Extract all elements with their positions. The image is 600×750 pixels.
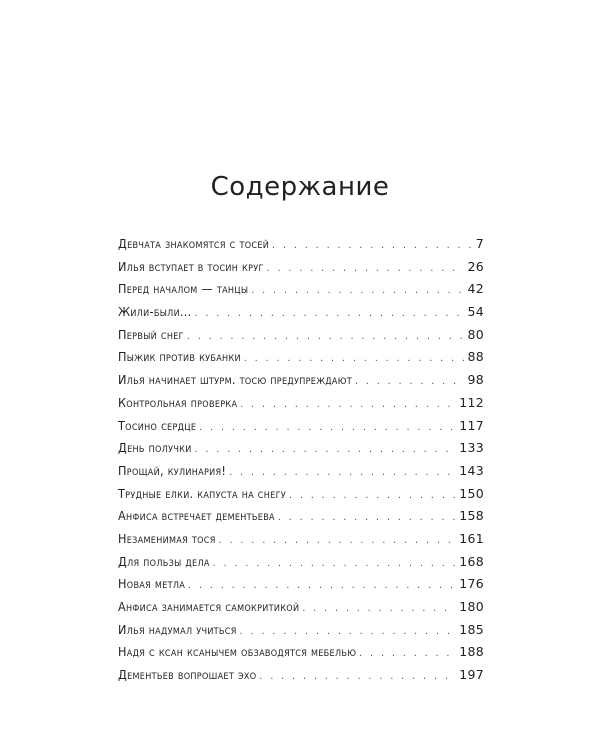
toc-entry [118,667,484,690]
toc-entry-page: 158 [459,508,484,524]
toc-entry [118,259,484,282]
toc-entry [118,395,484,418]
toc-entry-page: 188 [459,644,484,660]
toc-leader-dots [240,626,457,637]
toc-entry [118,599,484,622]
toc-entry-page: 185 [459,621,484,637]
toc-leader-dots [229,467,456,478]
toc-entry-title: Новая метла [118,576,186,592]
toc-leader-dots [267,263,465,274]
toc-entry [118,236,484,259]
toc-entry-page: 26 [467,258,484,274]
toc-leader-dots [355,376,464,387]
toc-entry-page: 98 [467,372,484,388]
toc-entry [118,372,484,395]
toc-entry [118,644,484,667]
toc-entry-title: Илья вступает в тосин круг [118,258,264,274]
toc-leader-dots [251,285,464,296]
toc-entry-page: 80 [467,326,484,342]
toc-entry-page: 117 [459,417,484,433]
toc-entry-page: 176 [459,576,484,592]
toc-entry-page: 161 [459,530,484,546]
toc-leader-dots [213,558,457,569]
toc-entry-title: Дементьев вопрошает эхо [118,667,257,683]
toc-entry [118,486,484,509]
toc-entry [118,508,484,531]
toc-entry-title: Прощай, кулинария! [118,462,227,478]
toc-entry-title: Тосино сердце [118,417,197,433]
toc-entry [118,554,484,577]
toc-entry [118,349,484,372]
toc-entry-page: 112 [459,394,484,410]
toc-leader-dots [278,512,456,523]
toc-entry-page: 88 [467,349,484,365]
toc-leader-dots [244,353,465,364]
toc-entry-title: Перед началом — танцы [118,281,249,297]
toc-leader-dots [289,490,456,501]
toc-entry [118,622,484,645]
toc-leader-dots [259,671,456,682]
toc-entry-title: Пыжик против кубанки [118,349,241,365]
toc-leader-dots [199,422,456,433]
toc-entry-title: Контрольная проверка [118,394,238,410]
toc-leader-dots [272,240,473,251]
toc-entry [118,531,484,554]
toc-entry-title: Девчата знакомятся с тосей [118,236,270,251]
table-of-contents [118,236,484,690]
toc-leader-dots [240,399,456,410]
toc-entry-page: 168 [459,553,484,569]
toc-entry-page: 150 [459,485,484,501]
toc-entry-title: Илья надумал учиться [118,621,237,637]
toc-entry-title: Анфиса встречает дементьева [118,508,275,524]
toc-leader-dots [187,331,465,342]
toc-entry-page: 143 [459,462,484,478]
toc-entry-page: 133 [459,440,484,456]
toc-leader-dots [188,580,456,591]
toc-entry-page: 54 [467,304,484,320]
toc-entry-page: 197 [459,667,484,683]
toc-leader-dots [302,603,456,614]
toc-entry [118,304,484,327]
toc-entry-page: 7 [475,236,484,251]
toc-entry-title: Надя с ксан ксанычем обзаводятся мебелью [118,644,357,660]
toc-entry-title: Первый снег [118,326,184,342]
toc-entry [118,576,484,599]
toc-entry-title: Незаменимая тося [118,530,216,546]
toc-entry [118,418,484,441]
toc-entry [118,463,484,486]
toc-leader-dots [359,648,456,659]
toc-entry-title: Трудные елки. капуста на снегу [118,485,287,501]
toc-entry-title: Илья начинает штурм. тосю предупреждают [118,372,352,388]
toc-entry [118,281,484,304]
toc-entry-title: День получки [118,440,192,456]
toc-entry-title: Анфиса занимается самокритикой [118,599,300,614]
toc-leader-dots [195,308,465,319]
toc-entry-page: 180 [459,599,484,614]
toc-entry [118,327,484,350]
page-title: Содержание [210,172,390,202]
toc-entry-title: Для пользы дела [118,553,210,569]
toc-entry [118,440,484,463]
toc-leader-dots [219,535,457,546]
toc-entry-page: 42 [467,281,484,297]
toc-leader-dots [195,444,457,455]
toc-entry-title: Жили-были... [118,304,192,320]
